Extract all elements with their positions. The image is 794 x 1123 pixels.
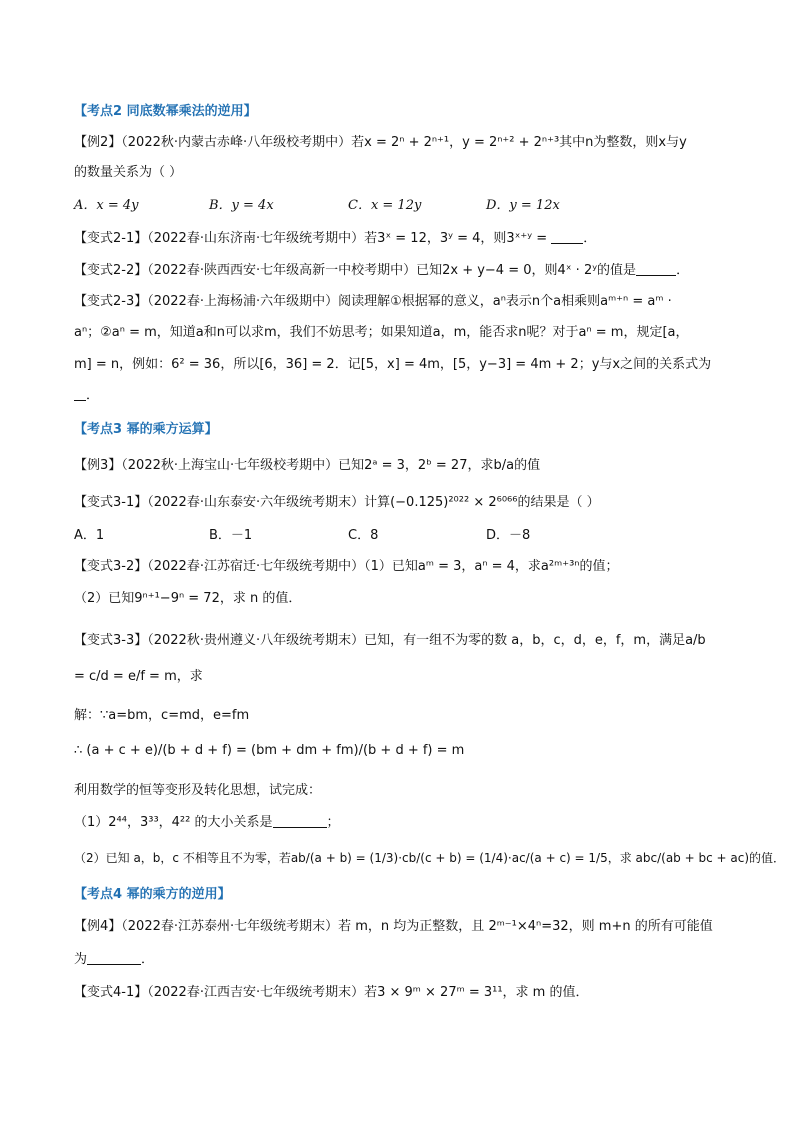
- variant-3-1-option-c: C．8: [348, 528, 379, 543]
- example-4-line-1: [74, 917, 728, 937]
- variant-2-1: 【变式2-1】（2022春·山东济南·七年级统考期中）若3ˣ = 12，3ʸ = 4，则3ˣ⁺ʸ = ．: [74, 231, 597, 246]
- variant-2-2: 【变式2-2】（2022春·陕西西安·七年级高新一中校考期中）已知2x + y−4 = 0，则4ˣ · 2ʸ的值是 ．: [74, 263, 690, 278]
- variant-2-3-source: （2022春·上海杨浦·六年级期中）: [147, 294, 339, 309]
- variant-4-1-tag: 【变式4-1】: [74, 985, 148, 1000]
- example-3-text: 已知2ᵃ = 3，2ᵇ = 27，求b/a的值: [338, 458, 541, 473]
- example-3: [74, 456, 728, 476]
- example-3-tag: 【例3】: [74, 458, 122, 473]
- example-4-source: （2022春·江苏泰州·七年级统考期末）: [121, 919, 339, 934]
- variant-3-3-line-2: = c/d = e/f = m，求: [74, 669, 203, 684]
- variant-3-3-question-2: （2）已知 a，b，c 不相等且不为零，若ab/(a + b) = (1/3)·cb/(c + b) = (1/4)·ac/(a + c) = 1/5，求 abc/(ab + bc + ac)的值．: [74, 851, 786, 865]
- example-2-line-2: 的数量关系为（ ）: [74, 165, 183, 180]
- variant-3-3-line-1: [74, 631, 728, 651]
- variant-3-1-option-b: B．－1: [209, 528, 253, 543]
- example-2-line-1: [74, 133, 728, 153]
- variant-4-1-source: （2022春·江西吉安·七年级统考期末）: [147, 985, 365, 1000]
- example-2-text: 若x = 2ⁿ + 2ⁿ⁺¹，y = 2ⁿ⁺² + 2ⁿ⁺³其中n为整数，则x与y: [351, 135, 687, 150]
- section-heading-2: 【考点2 同底数幂乘法的逆用】: [74, 104, 257, 119]
- variant-3-3-tag: 【变式3-3】: [74, 633, 148, 648]
- variant-4-1: [74, 983, 728, 1003]
- answer-blank[interactable]: [551, 229, 583, 244]
- example-4-tag: 【例4】: [74, 919, 122, 934]
- example-2-option-a: A．x = 4y: [74, 198, 139, 213]
- variant-2-3-text: 阅读理解①根据幂的意义，aⁿ表示n个a相乘则aᵐ⁺ⁿ = aᵐ ·: [338, 294, 672, 309]
- variant-3-1-option-a: A．1: [74, 528, 105, 543]
- variant-3-1-text: 计算(−0.125)²⁰²² × 2⁶⁰⁶⁶的结果是（ ）: [364, 495, 600, 510]
- variant-3-3-question-1: （1）2⁴⁴，3³³，4²² 的大小关系是 ；: [74, 815, 340, 830]
- variant-3-1-option-d: D．－8: [486, 528, 531, 543]
- variant-2-2-source: （2022春·陕西西安·七年级高新一中校考期中）: [147, 263, 417, 278]
- example-2-option-c: C．x = 12y: [348, 198, 422, 213]
- variant-3-2-text: （1）已知aᵐ = 3，aⁿ = 4，求a²ᵐ⁺³ⁿ的值；: [364, 559, 619, 574]
- variant-3-1: [74, 493, 728, 513]
- variant-2-3-tag: 【变式2-3】: [74, 294, 148, 309]
- section-heading-3: 【考点3 幂的乘方运算】: [74, 422, 218, 437]
- solution-conclusion: ∴ (a + c + e)/(b + d + f) = (bm + dm + fm)/(b + d + f) = m: [74, 743, 465, 758]
- solution-given: 解：∵a=bm，c=md，e=fm: [74, 708, 250, 723]
- variant-3-2-tag: 【变式3-2】: [74, 559, 148, 574]
- variant-2-3-line-4: ．: [74, 386, 728, 406]
- variant-2-3-line-2: aⁿ；②aⁿ = m，知道a和n可以求m，我们不妨思考；如果知道a，m，能否求n呢？对于aⁿ = m，规定[a，: [74, 325, 689, 340]
- variant-3-3-source: （2022秋·贵州遵义·八年级统考期末）: [147, 633, 365, 648]
- variant-3-2-line-2: （2）已知9ⁿ⁺¹−9ⁿ = 72，求 n 的值．: [74, 591, 302, 606]
- section-heading-4: 【考点4 幂的乘方的逆用】: [74, 887, 231, 902]
- variant-2-1-tag: 【变式2-1】: [74, 231, 148, 246]
- example-2-tag: 【例2】: [74, 135, 122, 150]
- answer-blank[interactable]: [636, 261, 676, 276]
- example-2-option-b: B．y = 4x: [209, 198, 274, 213]
- variant-2-1-source: （2022春·山东济南·七年级统考期中）: [147, 231, 365, 246]
- variant-3-1-source: （2022春·山东泰安·六年级统考期末）: [147, 495, 365, 510]
- variant-2-2-text: 已知2x + y−4 = 0，则4ˣ · 2ʸ的值是: [416, 263, 637, 278]
- example-2-option-d: D．y = 12x: [486, 198, 560, 213]
- answer-blank[interactable]: [87, 950, 141, 965]
- example-4-line-2: 为 ．: [74, 952, 155, 967]
- variant-3-1-tag: 【变式3-1】: [74, 495, 148, 510]
- example-4-text: 若 m，n 均为正整数，且 2ᵐ⁻¹×4ⁿ=32，则 m+n 的所有可能值: [338, 919, 713, 934]
- variant-2-3-line-1: [74, 292, 728, 312]
- variant-3-2-line-1: [74, 557, 728, 577]
- example-2-source: （2022秋·内蒙古赤峰·八年级校考期中）: [121, 135, 352, 150]
- variant-3-2-source: （2022春·江苏宿迁·七年级统考期中）: [147, 559, 365, 574]
- variant-3-3-text: 已知，有一组不为零的数 a，b，c，d，e，f，m，满足a/b: [364, 633, 706, 648]
- example-3-source: （2022秋·上海宝山·七年级校考期中）: [121, 458, 339, 473]
- answer-blank[interactable]: [74, 386, 86, 401]
- variant-2-1-text: 若3ˣ = 12，3ʸ = 4，则3ˣ⁺ʸ =: [364, 231, 548, 246]
- variant-2-2-tag: 【变式2-2】: [74, 263, 148, 278]
- variant-4-1-text: 若3 × 9ᵐ × 27ᵐ = 3¹¹，求 m 的值．: [364, 985, 589, 1000]
- answer-blank[interactable]: [273, 813, 327, 828]
- variant-3-3-instruction: 利用数学的恒等变形及转化思想，试完成：: [74, 783, 322, 798]
- variant-2-3-line-3: m] = n，例如：6² = 36，所以[6，36] = 2．记[5，x] = 4m，[5，y−3] = 4m + 2；y与x之间的关系式为: [74, 357, 712, 372]
